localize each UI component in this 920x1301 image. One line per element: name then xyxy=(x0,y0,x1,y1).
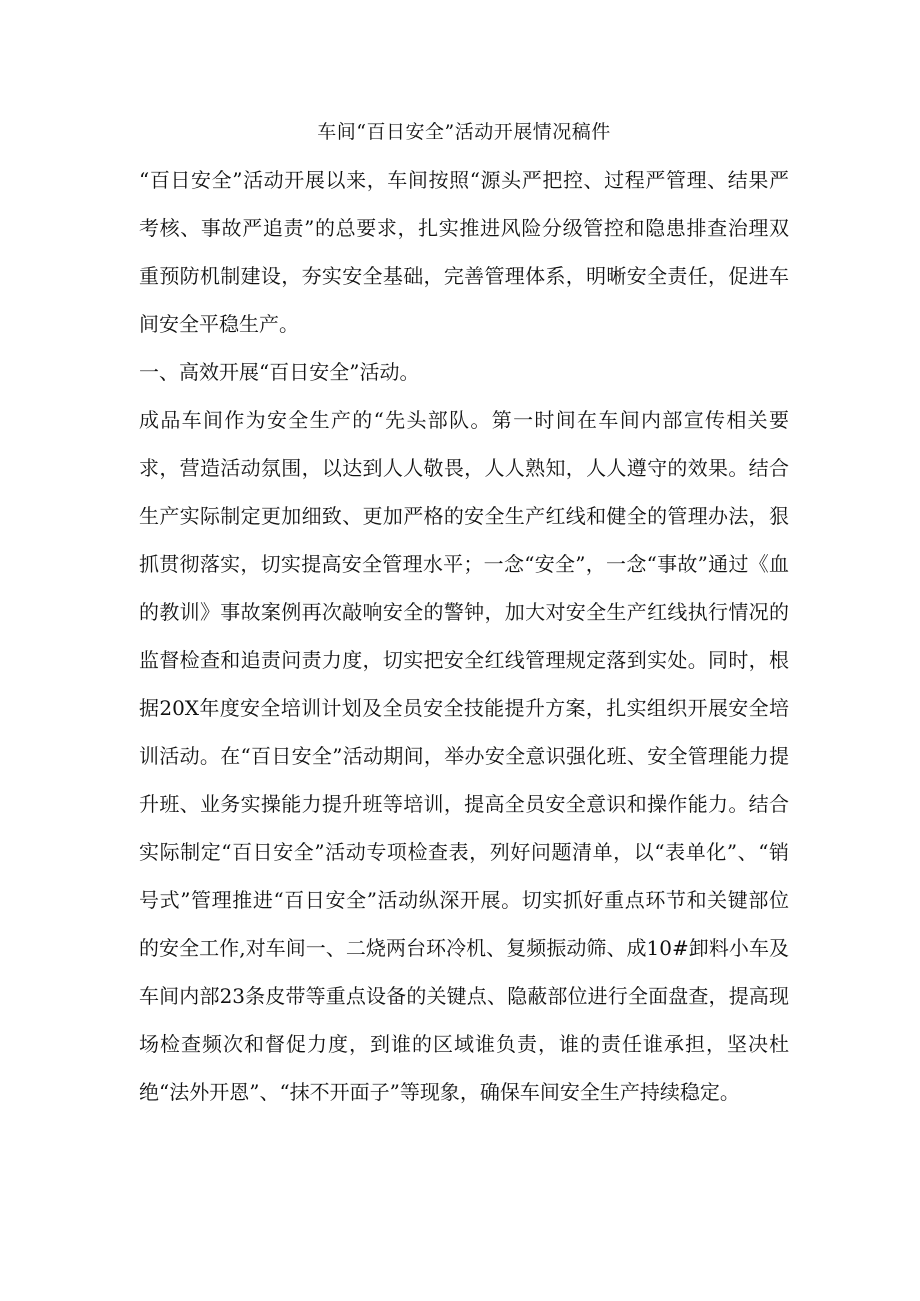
section-heading: 一、高效开展“百日安全”活动。 xyxy=(139,360,420,384)
intro-paragraph: “百日安全”活动开展以来，车间按照“源头严把控、过程严管理、结果严考核、事故严追责”的总要求，扎实推进风险分级管控和隐患排查治理双重预防机制建设，夯实安全基础，完善管理体系，明晰安全责任，促进车间安全平稳生产。 xyxy=(139,168,789,336)
document-title: 车间“百日安全”活动开展情况稿件 xyxy=(317,121,611,143)
section-body-paragraph: 成品车间作为安全生产的“先头部队。第一时间在车间内部宣传相关要求，营造活动氛围，以达到人人敬畏，人人熟知，人人遵守的效果。结合生产实际制定更加细致、更加严格的安全生产红线和健全的管理办法，狠抓贯彻落实，切实提高安全管理水平；一念“安全”，一念“事故”通过《血的教训》事故案例再次敲响安全的警钟，加大对安全生产红线执行情况的监督检查和追责问责力度，切实把安全红线管理规定落到实处。同时，根据20X年度安全培训计划及全员安全技能提升方案，扎实组织开展安全培训活动。在“百日安全”活动期间，举办安全意识强化班、安全管理能力提升班、业务实操能力提升班等培训，提高全员安全意识和操作能力。结合实际制定“百日安全”活动专项检查表，列好问题清单，以“表单化”、“销号式”管理推进“百日安全”活动纵深开展。切实抓好重点环节和关键部位的安全工作,对车间一、二烧两台环冷机、复频振动筛、成10#卸料小车及车间内部23条皮带等重点设备的关键点、隐蔽部位进行全面盘查，提高现场检查频次和督促力度，到谁的区域谁负责，谁的责任谁承担，坚决杜绝“法外开恩”、“抹不开面子”等现象，确保车间安全生产持续稳定。 xyxy=(139,408,789,1104)
document-page xyxy=(139,118,789,1116)
